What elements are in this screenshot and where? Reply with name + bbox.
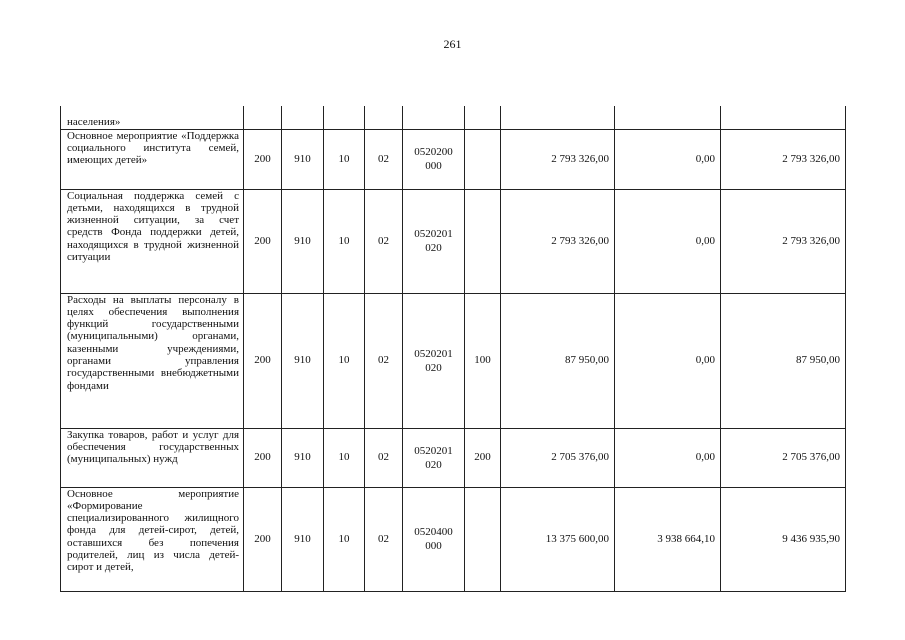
row-target-article — [403, 428, 465, 487]
row-expense-type: 200 — [465, 428, 501, 487]
row-section-code: 10 — [324, 189, 365, 293]
row-federal-amount: 3 938 664,10 — [615, 487, 721, 591]
row-name: Основное мероприятие «Поддержка социального института семей, имеющих детей» — [61, 129, 244, 189]
row-total-amount: 2 705 376,00 — [501, 428, 615, 487]
budget-table — [60, 106, 846, 592]
row-regional-amount: 2 793 326,00 — [721, 129, 846, 189]
row-dept-code — [282, 106, 324, 129]
csr-line2: 000 — [425, 160, 442, 172]
csr-line2: 020 — [425, 458, 442, 471]
row-section-code: 10 — [324, 428, 365, 487]
csr-line1: 0520400 — [414, 526, 453, 538]
row-total-amount: 2 793 326,00 — [501, 189, 615, 293]
row-section-code: 10 — [324, 293, 365, 428]
row-dept-code: 910 — [282, 129, 324, 189]
row-name: Закупка товаров, работ и услуг для обеспечения государственных (муниципальных) нужд — [61, 428, 244, 487]
table-row — [61, 129, 846, 189]
row-regional-amount: 87 950,00 — [721, 293, 846, 428]
row-subsection-code: 02 — [365, 293, 403, 428]
row-regional-amount: 2 793 326,00 — [721, 189, 846, 293]
csr-line1: 0520201 — [414, 347, 453, 360]
row-federal-amount — [615, 106, 721, 129]
row-target-article — [403, 106, 465, 129]
row-name: Основное мероприятие «Формирование специализированного жилищного фонда для детей-сирот, детей, оставшихся без попечения родителей, лиц из числа детей-сирот и детей, — [61, 487, 244, 591]
row-expense-type — [465, 129, 501, 189]
row-total-amount — [501, 106, 615, 129]
row-expense-type — [465, 106, 501, 129]
table-row — [61, 106, 846, 129]
row-admin-code — [244, 106, 282, 129]
row-federal-amount: 0,00 — [615, 428, 721, 487]
table-row — [61, 487, 846, 591]
row-target-article — [403, 293, 465, 428]
row-admin-code: 200 — [244, 428, 282, 487]
page-number: 261 — [443, 37, 462, 51]
row-regional-amount: 9 436 935,90 — [721, 487, 846, 591]
row-admin-code: 200 — [244, 189, 282, 293]
row-regional-amount — [721, 106, 846, 129]
row-name: Социальная поддержка семей с детьми, находящихся в трудной жизненной ситуации, за счет средств Фонда поддержки детей, находящихся в трудной жизненной ситуации — [61, 189, 244, 293]
row-total-amount: 87 950,00 — [501, 293, 615, 428]
row-expense-type: 100 — [465, 293, 501, 428]
table-row — [61, 428, 846, 487]
row-dept-code: 910 — [282, 293, 324, 428]
csr-line1: 0520201 — [414, 444, 453, 457]
row-section-code: 10 — [324, 129, 365, 189]
csr-line1: 0520200 — [414, 146, 453, 158]
row-target-article — [403, 189, 465, 293]
row-subsection-code: 02 — [365, 189, 403, 293]
row-admin-code: 200 — [244, 293, 282, 428]
row-total-amount: 2 793 326,00 — [501, 129, 615, 189]
row-section-code: 10 — [324, 487, 365, 591]
row-total-amount: 13 375 600,00 — [501, 487, 615, 591]
row-federal-amount: 0,00 — [615, 293, 721, 428]
row-name: населения» — [61, 106, 244, 129]
table-row — [61, 293, 846, 428]
row-name: Расходы на выплаты персоналу в целях обеспечения выполнения функций государственными (муниципальными) органами, казенными учреждениями, органами управления государственными внебюджетными фондами — [61, 293, 244, 428]
row-subsection-code — [365, 106, 403, 129]
row-section-code — [324, 106, 365, 129]
row-expense-type — [465, 189, 501, 293]
row-subsection-code: 02 — [365, 428, 403, 487]
csr-line2: 020 — [425, 361, 442, 374]
table-row — [61, 189, 846, 293]
row-subsection-code: 02 — [365, 129, 403, 189]
row-dept-code: 910 — [282, 189, 324, 293]
row-regional-amount: 2 705 376,00 — [721, 428, 846, 487]
row-admin-code: 200 — [244, 129, 282, 189]
row-target-article — [403, 487, 465, 591]
row-federal-amount: 0,00 — [615, 189, 721, 293]
row-target-article — [403, 129, 465, 189]
csr-line1: 0520201 — [414, 228, 453, 240]
csr-line2: 000 — [425, 540, 442, 552]
row-admin-code: 200 — [244, 487, 282, 591]
csr-line2: 020 — [425, 242, 442, 254]
row-dept-code: 910 — [282, 487, 324, 591]
row-subsection-code: 02 — [365, 487, 403, 591]
row-expense-type — [465, 487, 501, 591]
row-dept-code: 910 — [282, 428, 324, 487]
row-federal-amount: 0,00 — [615, 129, 721, 189]
